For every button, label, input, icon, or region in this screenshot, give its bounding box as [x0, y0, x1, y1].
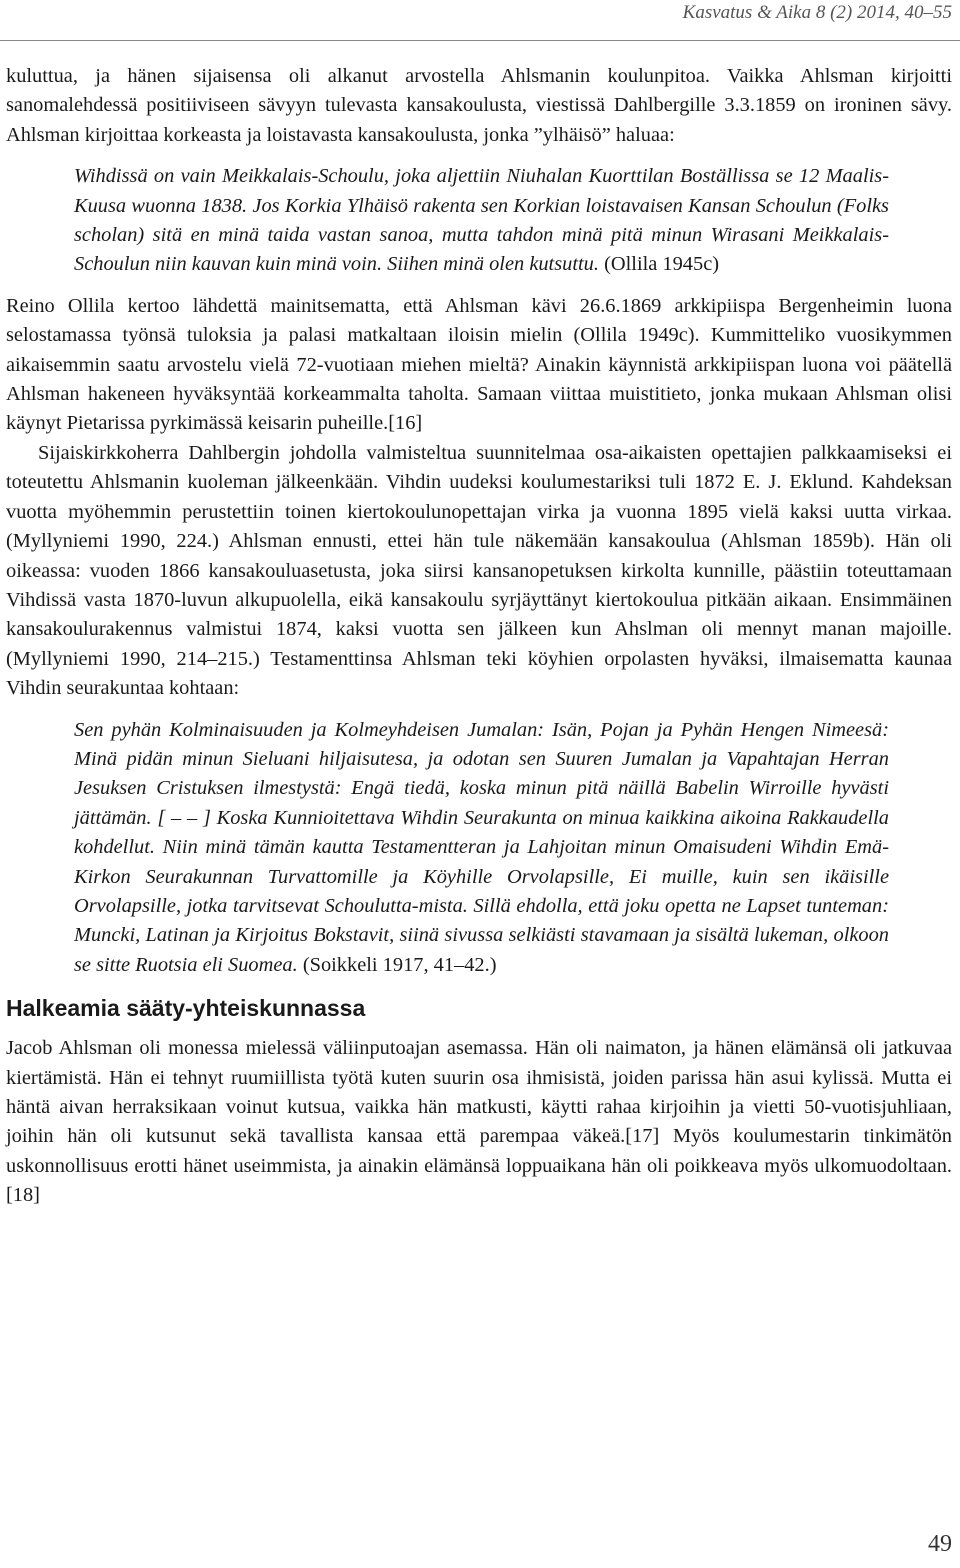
paragraph-4: Jacob Ahlsman oli monessa mielessä väliinputoajan asemassa. Hän oli naimaton, ja hänen elämänsä oli jatkuvaa kiertämistä. Hän ei tehnyt ruumiillista työtä kuten suurin osa ihmisistä, joiden parissa hän asui kylissä. Mutta ei häntä aivan herraksikaan voinut kutsua, vaikka hän matkusti, käytti rahaa kirjoihin ja vietti 50-vuotisjuhliaan, joihin hän oli kutsunut sekä tavallista kansaa että parempaa väkeä.[17] Myös koulumestarin tinkimätön uskonnollisuus erotti hänet useimmista, ja ainakin elämänsä loppuaikana hän oli poikkeava myös ulkomuodoltaan.[18] — [6, 1037, 952, 1207]
block-quote-1 — [74, 162, 889, 280]
paragraph-1: kuluttua, ja hänen sijaisensa oli alkanut arvostella Ahlsmanin koulunpitoa. Vaikka Ahlsman kirjoitti sanomalehdessä positiiviseen sävyyn tulevasta kansakoulusta, viestissä Dahlbergille 3.3.1859 on ironinen sävy. Ahlsman kirjoittaa korkeasta ja loistavasta kansakoulusta, jonka ”ylhäisö” haluaa: — [6, 65, 952, 146]
paragraph-2: Reino Ollila kertoo lähdettä mainitsematta, että Ahlsman kävi 26.6.1869 arkkipiispa Bergenheimin luona selostamassa työnsä tuloksia ja palasi matkaltaan iloisin mielin (Ollila 1949c). Kummitteliko vuosikymmen aikaisemmin saatu arvostelu vielä 72-vuotiaan miehen mieltä? Ainakin käynnistä arkkipiispan luona voi päätellä Ahlsman hakeneen hyväksyntää korkeammalta taholta. Samaan viittaa muistitieto, jonka mukaan Ahlsman olisi käynyt Pietarissa pyrkimässä keisarin puheille.[16] — [6, 294, 952, 435]
running-head: Kasvatus & Aika 8 (2) 2014, 40–55 — [682, 2, 952, 23]
article-body — [6, 62, 952, 1211]
block-quote-2 — [74, 716, 889, 981]
block-quote-2-text: Sen pyhän Kolminaisuuden ja Kolmeyhdeisen Jumalan: Isän, Pojan ja Pyhän Hengen Nimeesä: Minä pidän minun Sieluani hiljaisutesa, ja odotan sen Suuren Jumalan ja Vapahtajan Herran Jesuksen Cristuksen ilmestystä: Engä tiedä, koska minun pitä näillä Babelin Wirroille hyvästi jättämän. [ – – ] Koska Kunnioitettava Wihdin Seurakunta on minua kaikkina aikoina Rakkaudella kohdellut. Niin minä tämän kautta Testamentteran ja Lahjoitan minun Omaisudeni Wihdin Emä-Kirkon Seurakunnan Turvattomille ja Köyhille Orvolapsille, Ei muille, kuin sen ikäisille Orvolapsille, jotka tarvitsevat Schoulutta-mista. Sillä ehdolla, että joku opetta ne Lapset tunteman: Muncki, Latinan ja Kirjoitus Bokstavit, siinä sivussa selkiästi stavamaan ja sisältä lukeman, olkoon se sitte Ruotsia eli Suomea. — [74, 718, 889, 976]
block-quote-1-text: Wihdissä on vain Meikkalais-Schoulu, joka aljettiin Niuhalan Kuorttilan Boställissa se 12 Maalis-Kuusa wuonna 1838. Jos Korkia Ylhäisö rakenta sen Korkian loistavaisen Kansan Schoulun (Folks scholan) sitä en minä taida vastan sanoa, mutta tahdon minä pitä minun Wirasani Meikkalais-Schoulun niin kauvan kuin minä voin. Siihen minä olen kutsuttu. — [74, 165, 889, 276]
header-rule — [0, 40, 960, 41]
section-heading: Halkeamia sääty-yhteiskunnassa — [6, 995, 366, 1022]
page-number: 49 — [928, 1531, 952, 1557]
block-quote-1-citation: (Ollila 1945c) — [604, 253, 720, 276]
block-quote-2-citation: (Soikkeli 1917, 41–42.) — [302, 953, 497, 976]
paragraph-3: Sijaiskirkkoherra Dahlbergin johdolla valmisteltua suunnitelmaa osa-aikaisten opettajien palkkaamiseksi ei toteutettu Ahlsmanin kuoleman jälkeenkään. Vihdin uudeksi koulumestariksi tuli 1872 E. J. Eklund. Kahdeksan vuotta myöhemmin perustettiin toinen kiertokoulunopettajan virka ja vuonna 1895 vielä kaksi uutta virkaa. (Myllyniemi 1990, 224.) Ahlsman ennusti, ettei hän tule näkemään kansakoulua (Ahlsman 1859b). Hän oli oikeassa: vuoden 1866 kansakouluasetusta, joka siirsi kansanopetuksen kirkolta kunnille, päästiin toteuttamaan Vihdissä vasta 1870-luvun alkupuolella, eikä kansakoulu syrjäyttänyt kiertokoulua pitkään aikaan. Ensimmäinen kansakoulurakennus valmistui 1874, kaksi vuotta sen jälkeen kun Ahslman oli mennyt manan majoille. (Myllyniemi 1990, 214–215.) Testamenttinsa Ahlsman teki köyhien orpolasten hyväksi, ilmaisematta kaunaa Vihdin seurakuntaa kohtaan: — [6, 441, 952, 700]
